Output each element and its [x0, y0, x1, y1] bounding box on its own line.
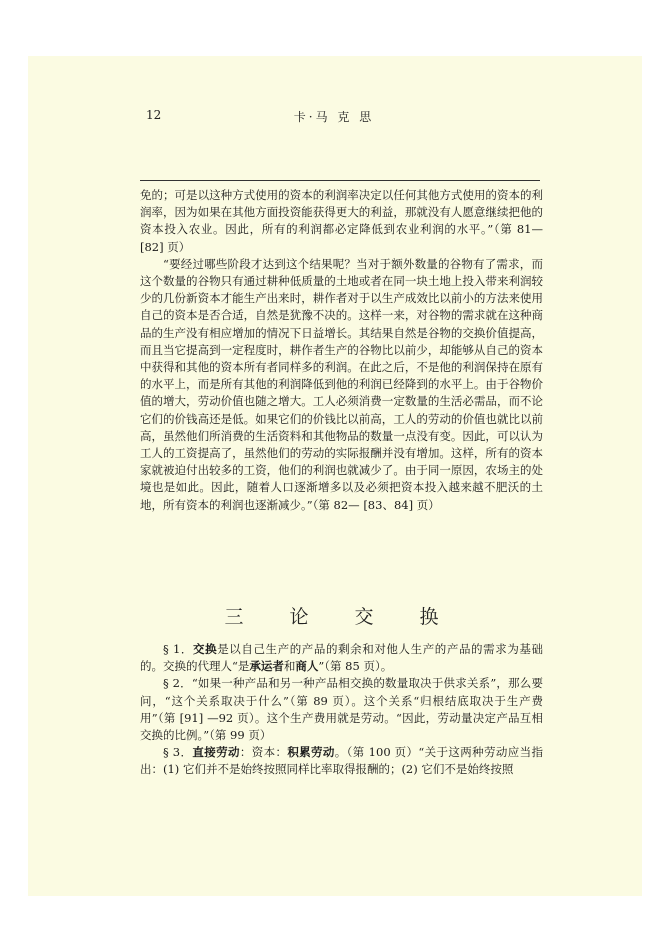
section-1	[140, 641, 543, 675]
paragraph-continuation: 免的；可是以这种方式使用的资本的利润率决定以任何其他方式使用的资本的利润率，因为如果在其他方面投资能获得更大的利益，那就没有人愿意继续把他的资本投入农业。因此，所有的利润都必定降低到农业利润的水平。”（第 81— [82] 页）	[140, 188, 543, 254]
section-1-term2: 承运者	[249, 659, 284, 674]
section-1-term: 交换	[193, 642, 218, 656]
section-3	[140, 744, 543, 778]
chapter-title: 三 论 交 换	[224, 606, 459, 628]
section-2: § 2．“如果一种产品和另一种产品相交换的数量取决于供求关系”，那么要问，“这个关系取决于什么”（第 89 页）。这个关系“归根结底取决于生产费用”（第 [91] —92 页）。这个生产费用就是劳动。“因此，劳动量决定产品互相交换的比例。”（第 99 页）	[140, 676, 543, 743]
section-1-text: 是以自己生产的产品的剩余和对他人生产的产品的需求为基础的。交换的代理人“是	[140, 642, 544, 674]
section-1-text2: 和	[283, 659, 296, 674]
section-1-prefix: § 1．	[163, 642, 193, 656]
section-3-term: 直接劳动	[192, 745, 240, 760]
section-text	[140, 641, 543, 779]
paragraph-quote: “要经过哪些阶段才达到这个结果呢？当对于额外数量的谷物有了需求，而这个数量的谷物只有通过耕种低质量的土地或者在同一块土地上投入带来利润较少的几份新资本才能生产出来时，耕作者对于以生产成效比以前小的方法来使用自己的资本是否合适，自然是犹豫不决的。这样一来，对谷物的需求就在这种商品的生产没有相应增加的情况下日益增长。其结果自然是谷物的交换价值提高，而且当它提高到一定程度时，耕作者生产的谷物比以前少，却能够从自己的资本中获得和其他的资本所有者同样多的利润。在此之后，不是他的利润保持在原有的水平上，而是所有其他的利润降低到他的利润已经降到的水平上。由于谷物价值的增大，劳动价值也随之增大。工人必须消费一定数量的生活必需品，而不论它们的价钱高还是低。如果它们的价钱比以前高，工人的劳动的价值也就比以前高，虽然他们所消费的生活资料和其他物品的数量一点没有变。因此，可以认为工人的工资提高了，虽然他们的劳动的实际报酬并没有增加。这样，所有的资本家就被迫付出较多的工资，他们的利润也就减少了。由于同一原因，农场主的处境也是如此。因此，随着人口逐渐增多以及必须把资本投入越来越不肥沃的土地，所有资本的利润也逐渐减少。”（第 82— [83、84] 页）	[140, 256, 543, 512]
page-number: 12	[146, 108, 162, 122]
running-title: 卡·马 克 思	[293, 110, 375, 124]
main-text	[140, 187, 543, 514]
header-rule	[140, 180, 540, 181]
page-header	[124, 108, 544, 128]
section-1-term3: 商人	[295, 659, 319, 674]
section-3-text: ：资本：	[239, 745, 288, 760]
section-3-text2: 。（第 100 页）“关于这两种劳动应当指出：(1) 它们并不是始终按照同样比率取得报酬的；(2) 它们不是始终按照	[140, 745, 543, 777]
section-3-prefix: § 3．	[163, 745, 193, 760]
section-3-term2: 积累劳动	[287, 745, 335, 760]
section-1-text3: ”（第 85 页）。	[318, 659, 393, 674]
